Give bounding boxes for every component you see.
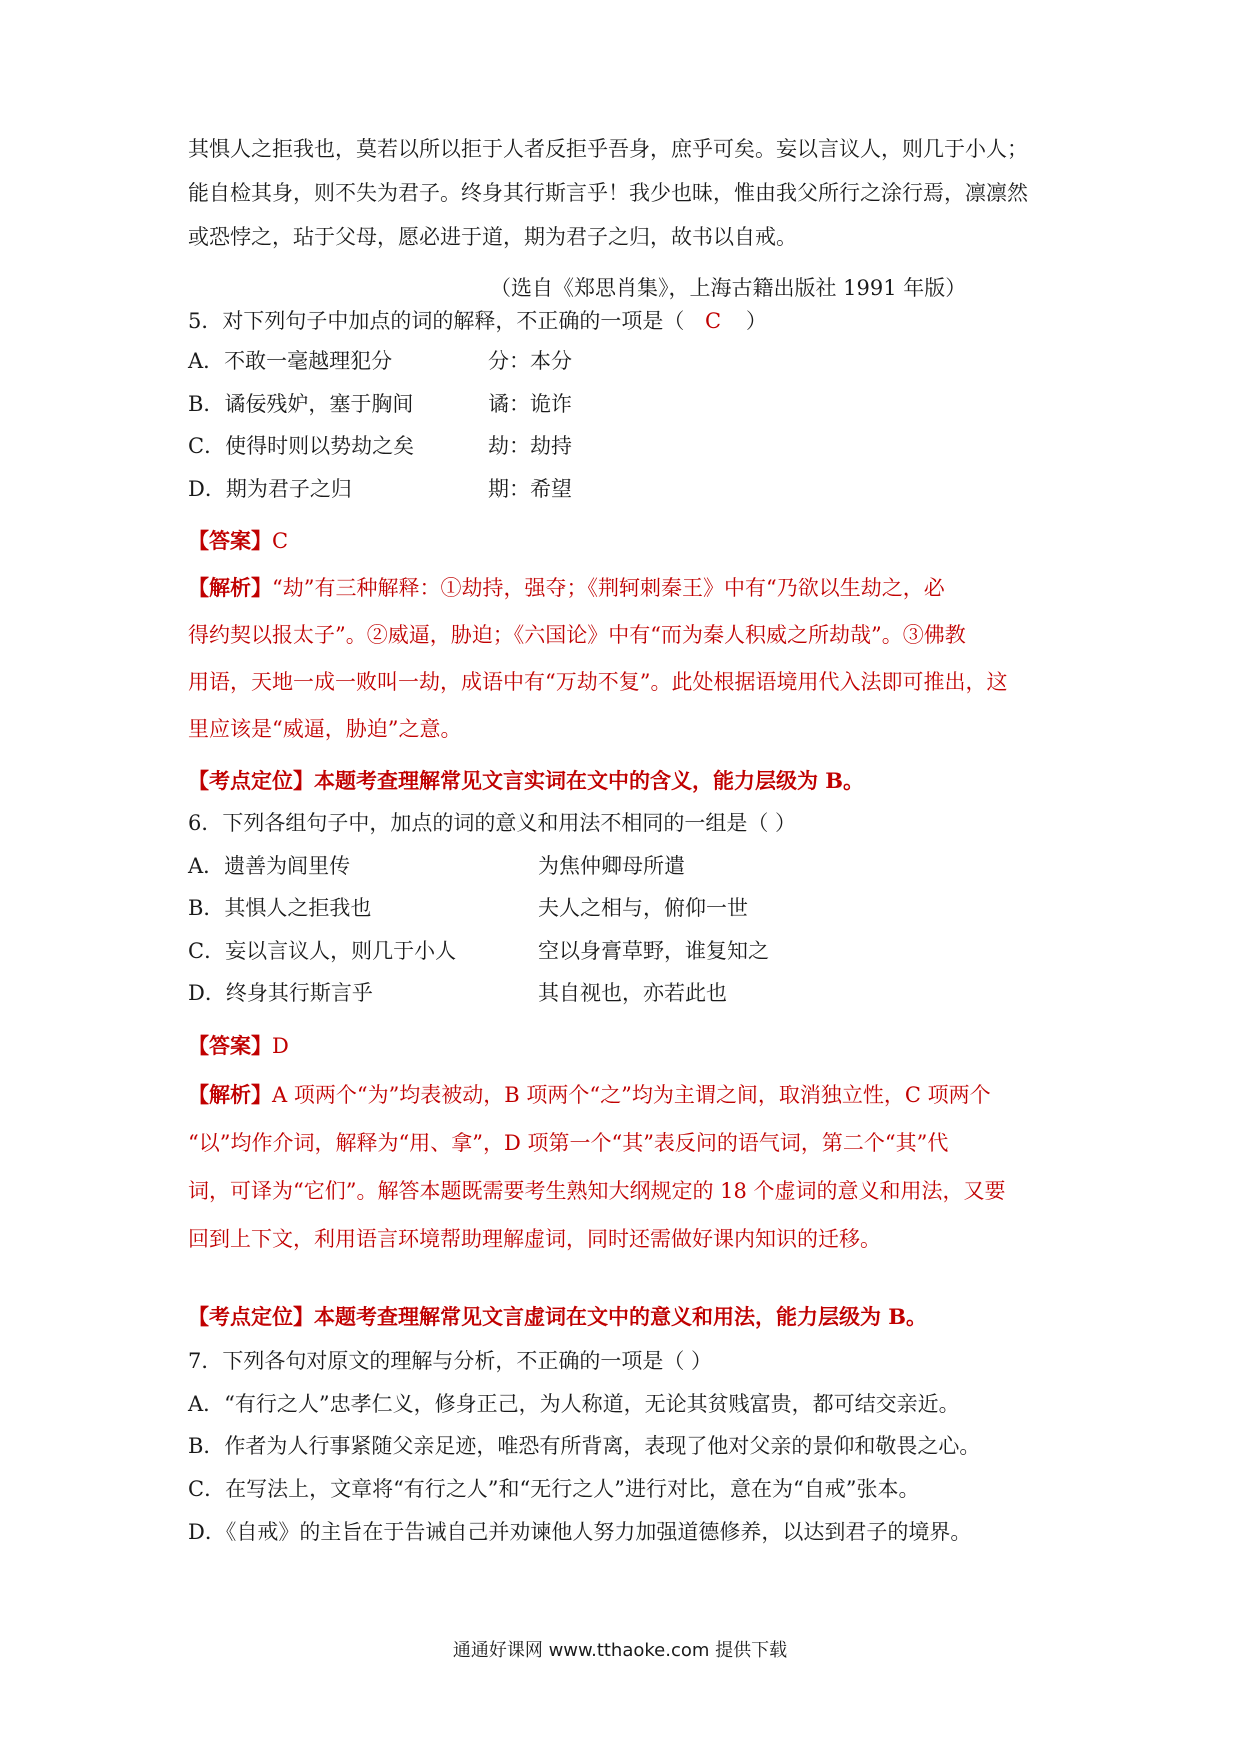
q5-option-c: C．使得时则以势劫之矣	[188, 434, 415, 458]
q5-analysis-line-2: 得约契以报太子”。②威逼，胁迫；《六国论》中有“而为秦人积威之所劫哉”。③佛教	[188, 623, 966, 647]
page-footer: 通通好课网 www.tthaoke.com 提供下载	[452, 1640, 788, 1661]
q5-analysis-line-4: 里应该是“威逼，胁迫”之意。	[188, 717, 462, 741]
q6-answer-value: D	[272, 1034, 289, 1058]
q6-kaodian-tag: 【考点定位】	[188, 1304, 314, 1329]
q5-analysis-text-1: “劫”有三种解释：①劫持，强夺；《荆轲刺秦王》中有“乃欲以生劫之，必	[272, 576, 945, 600]
q7-option-a: A．“有行之人”忠孝仁义，修身正己，为人称道，无论其贫贱富贵，都可结交亲近。	[188, 1392, 960, 1416]
q5-option-b-gloss: 谲：诡诈	[488, 392, 572, 416]
q6-kaodian	[188, 1302, 927, 1332]
q6-analysis-line-1	[188, 1080, 991, 1110]
q5-answer	[188, 526, 288, 556]
q5-answer-value: C	[272, 529, 289, 553]
q5-stem	[188, 306, 767, 336]
q6-analysis-tag: 【解析】	[188, 1082, 272, 1107]
q6-answer-tag: 【答案】	[188, 1033, 272, 1058]
q6-option-c-pair: 空以身膏草野，谁复知之	[538, 939, 769, 963]
passage-line-3: 或恐悖之，玷于父母，愿必进于道，期为君子之归，故书以自戒。	[188, 225, 797, 249]
q6-option-d-pair: 其自视也，亦若此也	[538, 981, 727, 1005]
passage-source: （选自《郑思肖集》，上海古籍出版社 1991 年版）	[490, 276, 967, 300]
q6-option-c: C．妄以言议人，则几于小人	[188, 939, 457, 963]
q6-analysis-text-1: A 项两个“为”均表被动，B 项两个“之”均为主谓之间，取消独立性，C 项两个	[272, 1083, 991, 1107]
passage-line-2: 能自检其身，则不失为君子。终身其行斯言乎！我少也昧，惟由我父所行之涂行焉，凛凛然	[188, 181, 1028, 205]
q5-analysis-line-3: 用语，天地一成一败叫一劫，成语中有“万劫不复”。此处根据语境用代入法即可推出，这	[188, 670, 1008, 694]
q6-option-b-pair: 夫人之相与，俯仰一世	[538, 896, 748, 920]
q6-analysis-line-2: “以”均作介词，解释为“用、拿”，D 项第一个“其”表反问的语气词，第二个“其”代	[188, 1131, 949, 1155]
q6-kaodian-text: 本题考查理解常见文言虚词在文中的意义和用法，能力层级为 B。	[314, 1304, 928, 1329]
q6-option-d: D．终身其行斯言乎	[188, 981, 373, 1005]
q6-answer	[188, 1031, 289, 1061]
q5-option-a: A．不敢一毫越理犯分	[188, 349, 393, 373]
q7-option-c: C．在写法上，文章将“有行之人”和“无行之人”进行对比，意在为“自戒”张本。	[188, 1477, 920, 1501]
q7-option-b: B．作者为人行事紧随父亲足迹，唯恐有所背离，表现了他对父亲的景仰和敬畏之心。	[188, 1434, 981, 1458]
q5-stem-text: 5．对下列句子中加点的词的解释，不正确的一项是（	[188, 309, 685, 333]
q5-option-d: D．期为君子之归	[188, 477, 352, 501]
q5-kaodian-text: 本题考查理解常见文言实词在文中的含义，能力层级为 B。	[314, 768, 865, 793]
q6-stem: 6．下列各组句子中，加点的词的意义和用法不相同的一组是（ ）	[188, 811, 797, 835]
q6-option-a-pair: 为焦仲卿母所遣	[538, 854, 685, 878]
q6-analysis-line-3: 词，可译为“它们”。解答本题既需要考生熟知大纲规定的 18 个虚词的意义和用法，又要	[188, 1179, 1006, 1203]
q5-option-b: B．谲佞残妒，塞于胸间	[188, 392, 414, 416]
q5-inline-answer: C	[705, 309, 722, 333]
q5-option-c-gloss: 劫：劫持	[488, 434, 572, 458]
q5-option-a-gloss: 分：本分	[488, 349, 572, 373]
q5-answer-tag: 【答案】	[188, 528, 272, 553]
q6-option-b: B．其惧人之拒我也	[188, 896, 372, 920]
q5-kaodian	[188, 766, 864, 796]
q7-option-d: D．《自戒》的主旨在于告诫自己并劝谏他人努力加强道德修养，以达到君子的境界。	[188, 1520, 972, 1544]
q7-stem: 7．下列各句对原文的理解与分析，不正确的一项是（ ）	[188, 1349, 713, 1373]
q5-stem-end: ）	[745, 309, 767, 333]
q5-option-d-gloss: 期：希望	[488, 477, 572, 501]
q5-analysis-tag: 【解析】	[188, 575, 272, 600]
q6-analysis-line-4: 回到上下文，利用语言环境帮助理解虚词，同时还需做好课内知识的迁移。	[188, 1227, 881, 1251]
q6-option-a: A．遗善为闾里传	[188, 854, 351, 878]
passage-line-1: 其惧人之拒我也，莫若以所以拒于人者反拒乎吾身，庶乎可矣。妄以言议人，则几于小人；	[188, 137, 1028, 161]
q5-analysis-line-1	[188, 573, 945, 603]
q5-kaodian-tag: 【考点定位】	[188, 768, 314, 793]
